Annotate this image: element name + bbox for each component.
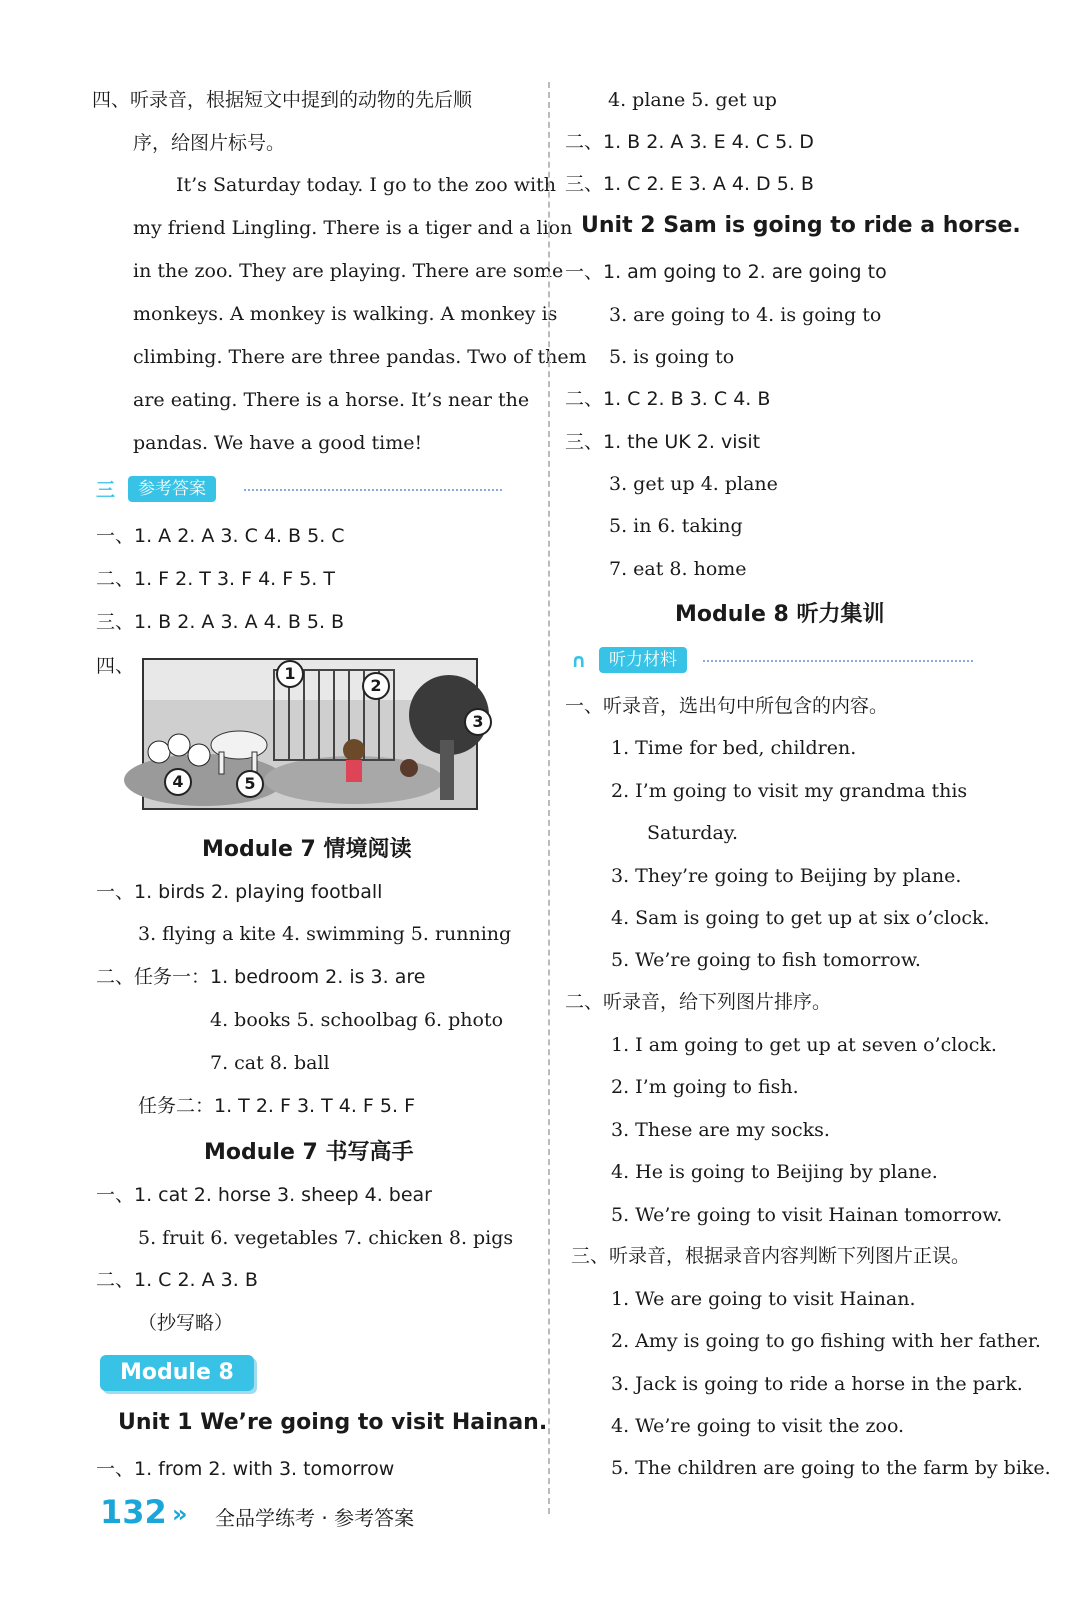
zoo-scene-image bbox=[144, 660, 476, 808]
unit1-title: Unit 1 We’re going to visit Hainan. bbox=[118, 1410, 548, 1435]
section-title: 三、听录音，根据录音内容判断下列图片正误。 bbox=[571, 1245, 971, 1267]
answer-line: 二、任务一：1. bedroom 2. is 3. are bbox=[96, 966, 426, 988]
module7-writing-title: Module 7 书写高手 bbox=[204, 1140, 414, 1165]
transcript-line: 2. Amy is going to go fishing with her father. bbox=[611, 1330, 1041, 1352]
answer-line: 3. flying a kite 4. swimming 5. running bbox=[138, 923, 512, 945]
book-title: 全品学练考 · 参考答案 bbox=[215, 1506, 415, 1530]
transcript-line: 5. We’re going to fish tomorrow. bbox=[611, 949, 921, 971]
answers-prefix: 三 bbox=[96, 479, 116, 501]
zoo-illustration bbox=[142, 658, 484, 810]
dotted-divider bbox=[703, 660, 973, 662]
answer-line: 3. get up 4. plane bbox=[609, 473, 778, 495]
transcript-line: Saturday. bbox=[647, 822, 739, 844]
picture-number-5: 5 bbox=[236, 770, 264, 798]
transcript-line: 1. I am going to get up at seven o’clock. bbox=[611, 1034, 997, 1056]
unit2-title: Unit 2 Sam is going to ride a horse. bbox=[581, 213, 1021, 238]
listening-material-badge: 听力材料 bbox=[599, 647, 687, 673]
passage-line: in the zoo. They are playing. There are some bbox=[133, 260, 564, 282]
dotted-divider bbox=[244, 489, 502, 491]
answer-line: 7. eat 8. home bbox=[609, 558, 747, 580]
module8-listening-title: Module 8 听力集训 bbox=[675, 602, 885, 627]
answer-line: 一、1. cat 2. horse 3. sheep 4. bear bbox=[96, 1184, 432, 1206]
transcript-line: 4. Sam is going to get up at six o’clock. bbox=[611, 907, 990, 929]
transcript-line: 2. I’m going to fish. bbox=[611, 1076, 799, 1098]
answer-line: 二、1. F 2. T 3. F 4. F 5. T bbox=[96, 568, 335, 590]
section4-title-line2: 序，给图片标号。 bbox=[133, 132, 286, 154]
transcript-line: 5. We’re going to visit Hainan tomorrow. bbox=[611, 1204, 1003, 1226]
module7-reading-title: Module 7 情境阅读 bbox=[202, 837, 412, 862]
page-number: 132 bbox=[100, 1493, 167, 1531]
picture-number-2: 2 bbox=[362, 672, 390, 700]
answer-line: 任务二：1. T 2. F 3. T 4. F 5. F bbox=[138, 1095, 415, 1117]
transcript-line: 4. We’re going to visit the zoo. bbox=[611, 1415, 905, 1437]
transcript-line: 2. I’m going to visit my grandma this bbox=[611, 780, 968, 802]
passage-line: monkeys. A monkey is walking. A monkey is bbox=[133, 303, 558, 325]
answer-line: 二、1. C 2. A 3. B bbox=[96, 1269, 258, 1291]
answer-line: 4. books 5. schoolbag 6. photo bbox=[210, 1009, 504, 1031]
answer-line: 一、1. am going to 2. are going to bbox=[565, 261, 887, 283]
right-column bbox=[553, 0, 1081, 1600]
passage-line: are eating. There is a horse. It’s near the bbox=[133, 389, 530, 411]
picture-number-3: 3 bbox=[464, 708, 492, 736]
column-divider bbox=[548, 82, 550, 1514]
answer-line: 5. fruit 6. vegetables 7. chicken 8. pigs bbox=[138, 1227, 514, 1249]
transcript-line: 1. Time for bed, children. bbox=[611, 737, 857, 759]
module8-pill: Module 8 bbox=[100, 1355, 254, 1391]
transcript-line: 3. They’re going to Beijing by plane. bbox=[611, 865, 962, 887]
picture-number-4: 4 bbox=[164, 768, 192, 796]
answer-line: 5. in 6. taking bbox=[609, 515, 743, 537]
headphone-icon: ∩ bbox=[571, 650, 587, 672]
answer-line: 二、1. B 2. A 3. E 4. C 5. D bbox=[565, 131, 814, 153]
transcript-line: 1. We are going to visit Hainan. bbox=[611, 1288, 916, 1310]
passage-line: climbing. There are three pandas. Two of them bbox=[133, 346, 587, 368]
transcript-line: 5. The children are going to the farm by bike. bbox=[611, 1457, 1051, 1479]
answer-line: 一、1. A 2. A 3. C 4. B 5. C bbox=[96, 525, 345, 547]
answer-line: 7. cat 8. ball bbox=[210, 1052, 330, 1074]
passage-line: pandas. We have a good time! bbox=[133, 432, 423, 454]
answer-line: 一、1. from 2. with 3. tomorrow bbox=[96, 1458, 395, 1480]
section-title: 二、听录音，给下列图片排序。 bbox=[565, 991, 832, 1013]
passage-line: my friend Lingling. There is a tiger and a lion bbox=[133, 217, 573, 239]
double-chevron-icon: » bbox=[172, 1500, 188, 1528]
answer-line: 三、1. C 2. E 3. A 4. D 5. B bbox=[565, 173, 814, 195]
answer-line: 5. is going to bbox=[609, 346, 735, 368]
section-title: 一、听录音，选出句中所包含的内容。 bbox=[565, 695, 889, 717]
transcript-line: 3. Jack is going to ride a horse in the park. bbox=[611, 1373, 1023, 1395]
answer-line: 3. are going to 4. is going to bbox=[609, 304, 882, 326]
answers-badge: 参考答案 bbox=[128, 476, 216, 502]
transcript-line: 3. These are my socks. bbox=[611, 1119, 830, 1141]
copy-omitted-note: （抄写略） bbox=[138, 1312, 234, 1334]
answer-line: 4. plane 5. get up bbox=[608, 89, 777, 111]
answer-line: 一、1. birds 2. playing football bbox=[96, 881, 383, 903]
answer-line: 二、1. C 2. B 3. C 4. B bbox=[565, 388, 771, 410]
section4-title-line1: 四、听录音，根据短文中提到的动物的先后顺 bbox=[92, 89, 473, 111]
picture-number-1: 1 bbox=[276, 660, 304, 688]
answer4-label: 四、 bbox=[96, 655, 135, 677]
answer-line: 三、1. B 2. A 3. A 4. B 5. B bbox=[96, 611, 345, 633]
answer-line: 三、1. the UK 2. visit bbox=[565, 431, 761, 453]
passage-line: It’s Saturday today. I go to the zoo with bbox=[176, 174, 556, 196]
transcript-line: 4. He is going to Beijing by plane. bbox=[611, 1161, 938, 1183]
